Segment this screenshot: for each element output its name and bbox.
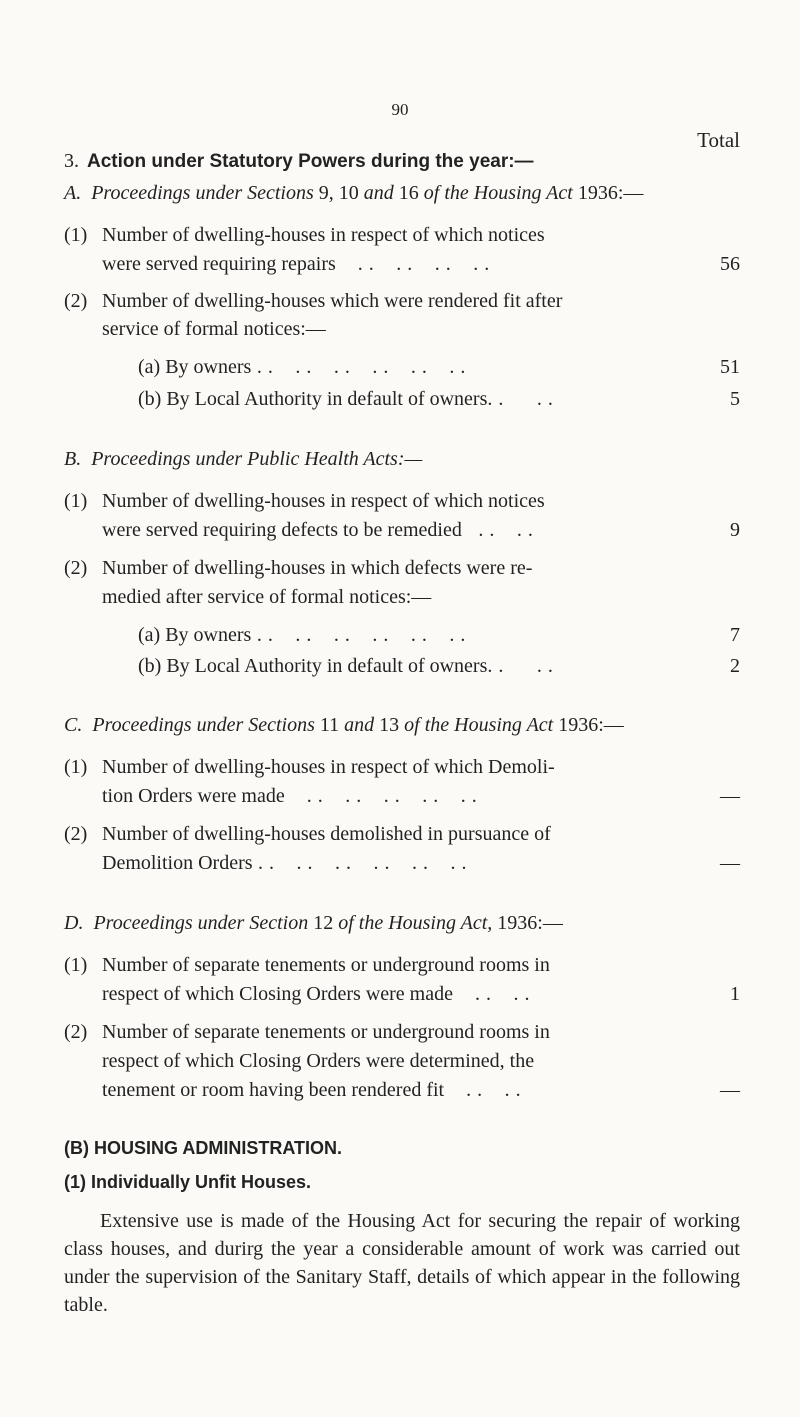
subsection-c-heading: C. Proceedings under Sections 11 and 13 of the Housing Act 1936:—: [64, 714, 624, 736]
c-item-1-number: (1): [64, 756, 88, 778]
subsection-d-heading: D. Proceedings under Section 12 of the Housing Act, 1936:—: [64, 912, 563, 934]
unfit-houses-subheading: (1) Individually Unfit Houses.: [64, 1172, 312, 1192]
total-column-header: Total: [697, 128, 740, 152]
subsection-b-heading: B. Proceedings under Public Health Acts:—: [64, 448, 423, 470]
c-item-1-value: —: [720, 785, 740, 807]
c-item-2-number: (2): [64, 823, 88, 845]
d-item-2-value: —: [720, 1079, 740, 1101]
b-item-2b: (b) By Local Authority in default of owners. . . .: [138, 655, 554, 677]
housing-paragraph: Extensive use is made of the Housing Act for securing the repair of working class houses, and durirg the year a considerable amount of work was carried out under the supervision of the Sanitary Staff, details of which appear in the following table.: [64, 1210, 740, 1316]
b-item-2-line-2: medied after service of formal notices:—: [102, 586, 432, 608]
subsection-a-heading: A. Proceedings under Sections 9, 10 and 16 of the Housing Act 1936:—: [64, 182, 644, 204]
b-item-2a: (a) By owners . . . . . . . . . . . .: [138, 624, 466, 646]
a-item-2b-value: 5: [730, 388, 740, 410]
d-item-1-value: 1: [730, 983, 740, 1005]
b-item-1-value: 9: [730, 519, 740, 541]
b-item-1-line-2: were served requiring defects to be remedied . . . .: [102, 519, 534, 541]
b-item-2b-value: 2: [730, 655, 740, 677]
d-item-2-line-1: Number of separate tenements or underground rooms in: [102, 1021, 550, 1043]
b-item-1-line-1: Number of dwelling-houses in respect of which notices: [102, 490, 545, 512]
housing-administration-heading: (B) HOUSING ADMINISTRATION.: [64, 1138, 342, 1158]
a-item-1-number: (1): [64, 224, 88, 246]
d-item-1-line-2: respect of which Closing Orders were made . . . .: [102, 983, 530, 1005]
c-item-2-line-2: Demolition Orders . . . . . . . . . . . .: [102, 852, 468, 874]
a-item-2a: (a) By owners . . . . . . . . . . . .: [138, 356, 466, 378]
d-item-2-line-2: respect of which Closing Orders were determined, the: [102, 1050, 535, 1072]
section-3-heading: [64, 150, 534, 173]
a-item-2-line-2: service of formal notices:—: [102, 318, 326, 340]
d-item-2-number: (2): [64, 1021, 88, 1043]
a-item-2-number: (2): [64, 290, 88, 312]
c-item-2-line-1: Number of dwelling-houses demolished in pursuance of: [102, 823, 551, 845]
a-item-1-value: 56: [720, 253, 740, 275]
a-item-2-line-1: Number of dwelling-houses which were rendered fit after: [102, 290, 563, 312]
a-item-1-line-2: were served requiring repairs . . . . . . . .: [102, 253, 490, 275]
c-item-1-line-1: Number of dwelling-houses in respect of which Demoli-: [102, 756, 555, 778]
c-item-1-line-2: tion Orders were made . . . . . . . . . .: [102, 785, 478, 807]
b-item-2-number: (2): [64, 557, 88, 579]
b-item-1-number: (1): [64, 490, 88, 512]
section-title: Action under Statutory Powers during the year:—: [87, 151, 534, 172]
d-item-1-line-1: Number of separate tenements or underground rooms in: [102, 954, 550, 976]
d-item-2-line-3: tenement or room having been rendered fit . . . .: [102, 1079, 522, 1101]
c-item-2-value: —: [720, 852, 740, 874]
d-item-1-number: (1): [64, 954, 88, 976]
b-item-2a-value: 7: [730, 624, 740, 646]
page-number: 90: [391, 100, 409, 119]
a-item-2a-value: 51: [720, 356, 740, 378]
b-item-2-line-1: Number of dwelling-houses in which defects were re-: [102, 557, 533, 579]
section-number: 3.: [64, 150, 79, 172]
a-item-1-line-1: Number of dwelling-houses in respect of which notices: [102, 224, 545, 246]
a-item-2b: (b) By Local Authority in default of owners. . . .: [138, 388, 554, 410]
